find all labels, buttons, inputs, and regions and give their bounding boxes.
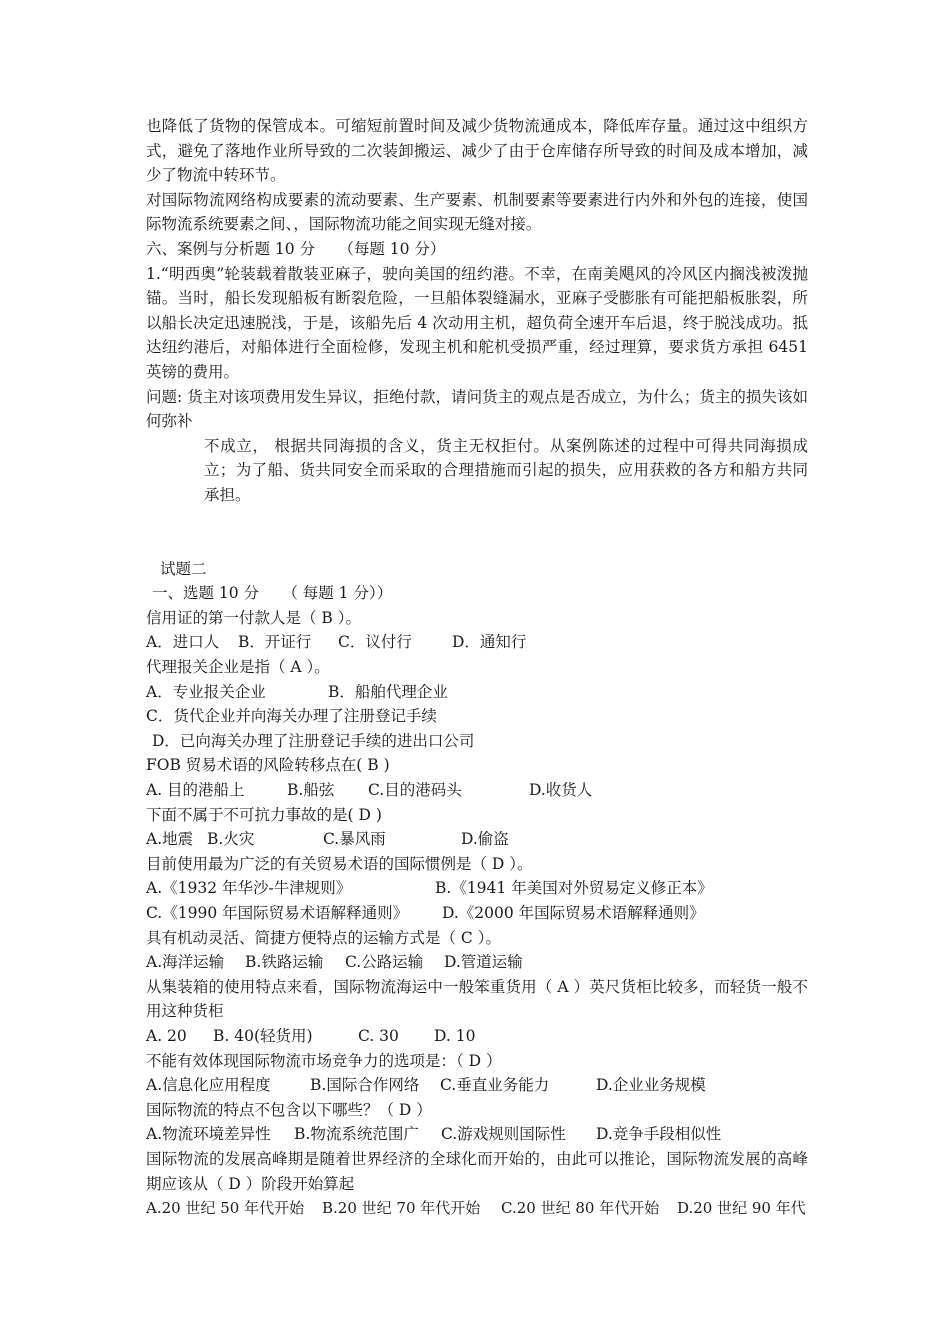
option-b: B.国际合作网络 xyxy=(310,1076,420,1095)
option-a: A.地震 xyxy=(146,830,194,849)
paragraph-logistics-cost: 也降低了货物的保管成本。可缩短前置时间及减少货物流通成本，降低库存量。通过这中组织方式，避免了落地作业所导致的二次装卸搬运、减少了由于仓库储存所导致的时间及成本增加，减少了物流中转环节。 xyxy=(146,117,808,185)
question-8-options xyxy=(146,1073,808,1098)
case-text: 1.“明西奥”轮装载着散装亚麻子，驶向美国的纽约港。不幸，在南美飓风的冷风区内搁浅被泼抛锚。当时，船长发现船板有断裂危险，一旦船体裂缝漏水，亚麻子受膨胀有可能把船板胀裂，所以船长决定迅速脱浅，于是，该船先后 4 次动用主机，超负荷全速开车后退，终于脱浅成功。抵达纽约港后，对船体进行全面检修，发现主机和舵机受损严重，经过理算，要求货方承担 6451 英镑的费用。 xyxy=(146,264,808,381)
option-c: C.公路运输 xyxy=(345,953,424,972)
option-c: C.《1990 年国际贸易术语解释通则》 xyxy=(146,904,409,922)
question-4-stem: 下面不属于不可抗力事故的是( D ) xyxy=(146,805,382,824)
option-c: C.垂直业务能力 xyxy=(440,1076,550,1095)
question-2-stem: 代理报关企业是指（ A ）。 xyxy=(146,658,330,677)
question-7-stem: 从集装箱的使用特点来看，国际物流海运中一般笨重货用（ A ）英尺货柜比较多，而轻货一般不用这种货柜 xyxy=(146,977,808,1021)
question-5-options-1 xyxy=(146,876,808,901)
option-d: D.20 世纪 90 年代 xyxy=(677,1199,806,1218)
option-d: D.竞争手段相似性 xyxy=(596,1125,722,1144)
section-1-heading: 一、选题 10 分 （ 每题 1 分）） xyxy=(152,584,393,603)
option-d: D.《2000 年国际贸易术语解释通则》 xyxy=(442,904,705,922)
paragraph-network-connection: 对国际物流网络构成要素的流动要素、生产要素、机制要素等要素进行内外和外包的连接，使国际物流系统要素之间、，国际物流功能之间实现无缝对接。 xyxy=(146,190,808,234)
option-a: A．进口人 xyxy=(146,633,220,652)
case-question: 问题: 货主对该项费用发生异议，拒绝付款，请问货主的观点是否成立，为什么；货主的损失该如何弥补 xyxy=(146,387,808,431)
question-10-options xyxy=(146,1196,808,1221)
question-5-stem: 目前使用最为广泛的有关贸易术语的国际惯例是（ D ）。 xyxy=(146,854,533,873)
option-a: A. 20 xyxy=(146,1026,187,1045)
question-7-options xyxy=(146,1024,808,1049)
option-b: B.船弦 xyxy=(287,781,335,800)
question-9-stem: 国际物流的特点不包含以下哪些？（ D ） xyxy=(146,1100,432,1119)
question-9-options xyxy=(146,1122,808,1147)
option-d: D.偷盗 xyxy=(461,830,509,849)
question-1-stem: 信用证的第一付款人是（ B ）。 xyxy=(146,608,361,627)
option-b: B．船舶代理企业 xyxy=(328,682,448,701)
option-a: A.信息化应用程度 xyxy=(146,1076,271,1095)
option-b: B.20 世纪 70 年代开始 xyxy=(322,1199,481,1218)
option-d: D.收货人 xyxy=(529,781,593,800)
option-b: B.火灾 xyxy=(207,830,255,849)
question-4-options xyxy=(146,827,808,852)
option-d: D. 10 xyxy=(434,1026,476,1045)
option-c: C.目的港码头 xyxy=(368,781,462,800)
option-a: A.《1932 年华沙-牛津规则》 xyxy=(146,879,352,898)
question-6-stem: 具有机动灵活、简捷方便特点的运输方式是（ C ）。 xyxy=(146,928,501,947)
option-b: B.《1941 年美国对外贸易定义修正本》 xyxy=(435,879,713,898)
question-8-stem: 不能有效体现国际物流市场竞争力的选项是：（ D ） xyxy=(146,1051,502,1070)
option-d: D．已向海关办理了注册登记手续的进出口公司 xyxy=(152,731,475,750)
option-d: D．通知行 xyxy=(452,633,527,652)
option-c: C．货代企业并向海关办理了注册登记手续 xyxy=(146,707,437,726)
option-a: A.海洋运输 xyxy=(146,953,225,972)
option-c: C.20 世纪 80 年代开始 xyxy=(501,1199,660,1218)
question-3-options xyxy=(146,778,808,803)
option-b: B．开证行 xyxy=(238,633,312,652)
question-10-stem: 国际物流的发展高峰期是随着世界经济的全球化而开始的，由此可以推论，国际物流发展的高峰期应该从（ D ）阶段开始算起 xyxy=(146,1149,808,1193)
option-d: D.管道运输 xyxy=(444,953,523,972)
option-c: C.暴风雨 xyxy=(323,830,386,849)
option-a: A. 目的港船上 xyxy=(146,781,245,800)
option-a: A.20 世纪 50 年代开始 xyxy=(146,1199,305,1218)
option-b: B.铁路运输 xyxy=(245,953,324,972)
option-b: B. 40(轻货用) xyxy=(213,1026,313,1045)
option-a: A.物流环境差异性 xyxy=(146,1125,271,1144)
option-c: C．议付行 xyxy=(338,633,412,652)
option-a: A．专业报关企业 xyxy=(146,682,266,701)
question-2-options xyxy=(146,680,808,705)
option-c: C. 30 xyxy=(358,1026,399,1045)
question-3-stem: FOB 贸易术语的风险转移点在( B ) xyxy=(146,756,390,775)
question-1-options xyxy=(146,630,808,655)
case-answer: 不成立， 根据共同海损的含义，货主无权拒付。从案例陈述的过程中可得共同海损成立；为了船、货共同安全而采取的合理措施而引起的损失，应用获救的各方和船方共同承担。 xyxy=(204,436,808,504)
question-5-options-2 xyxy=(146,901,808,926)
option-b: B.物流系统范围广 xyxy=(294,1125,419,1144)
exam-2-title: 试题二 xyxy=(160,559,207,578)
document-page xyxy=(146,114,808,1221)
option-d: D.企业业务规模 xyxy=(596,1076,706,1095)
section-6-heading: 六、案例与分析题 10 分 （每题 10 分） xyxy=(146,239,446,258)
option-c: C.游戏规则国际性 xyxy=(441,1125,566,1144)
question-6-options xyxy=(146,950,808,975)
